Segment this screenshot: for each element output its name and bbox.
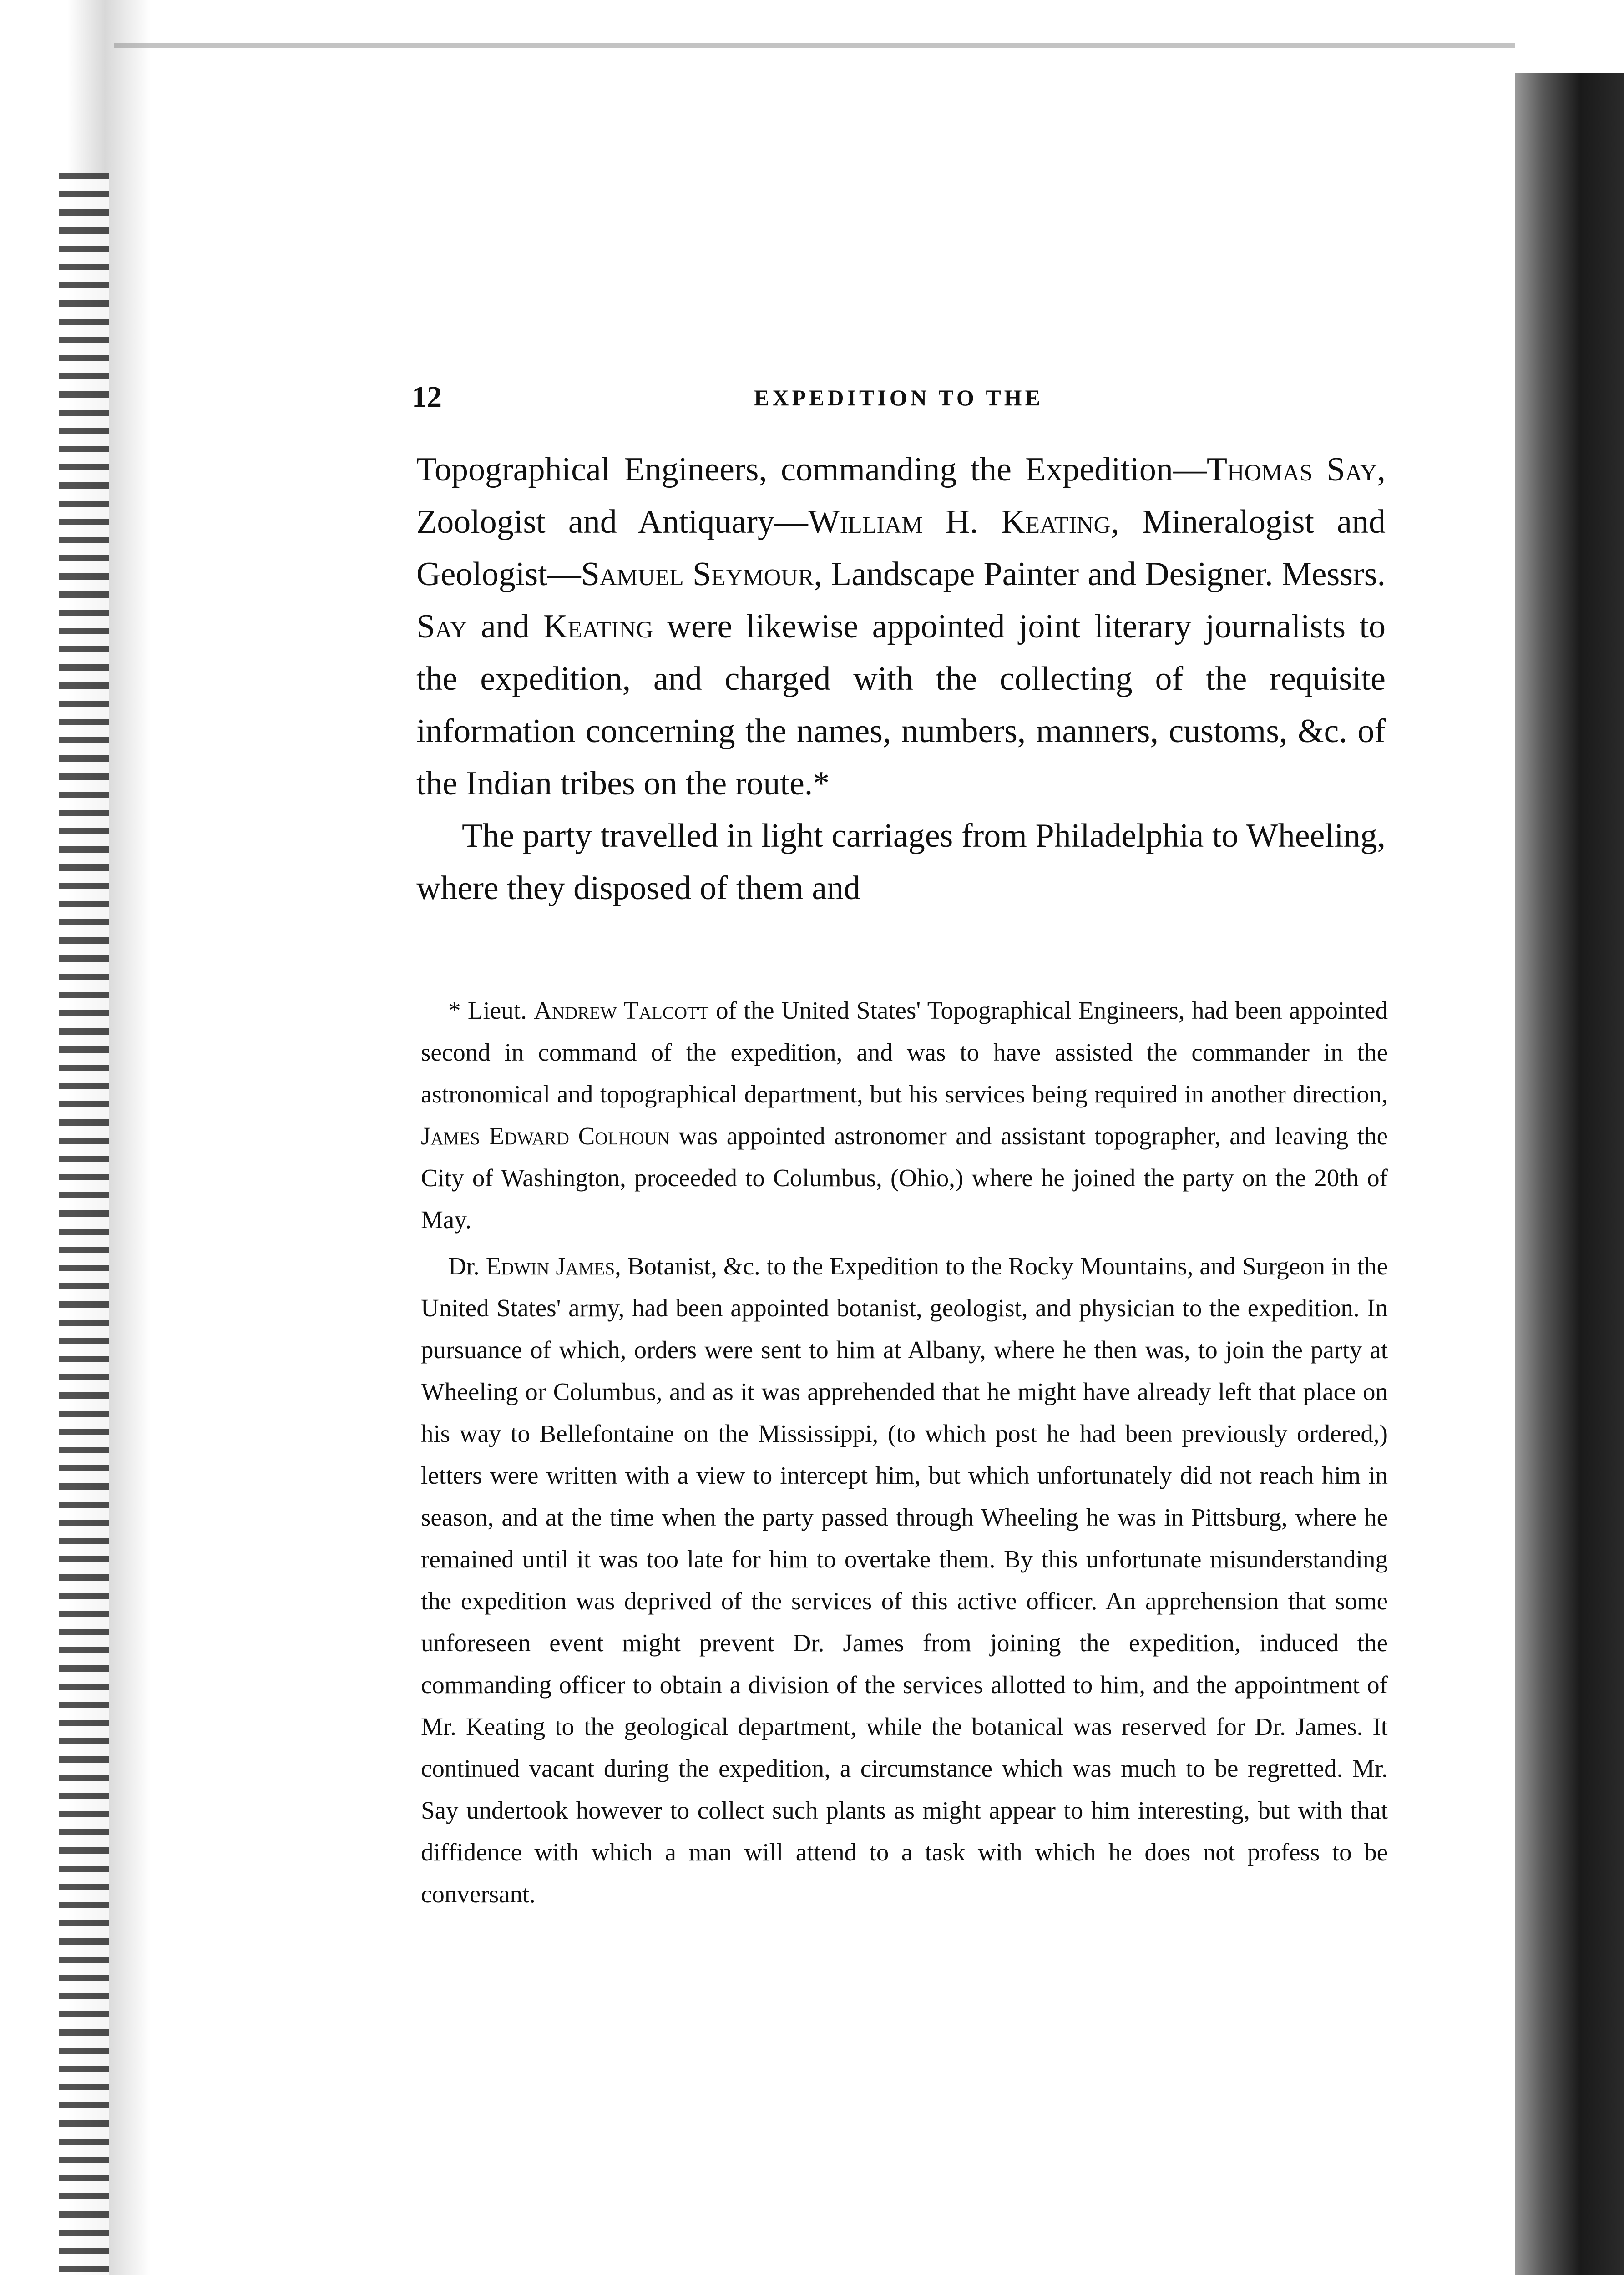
page-header <box>412 380 1386 421</box>
page-top-edge <box>114 43 1515 48</box>
text-run: was appointed astronomer and assistant topographer, and leaving the City of Washington, proceeded to Columbus, (Ohio,) where he joined the party on the 20th of May. <box>421 1122 1388 1234</box>
text-run: , Landscape Painter and Designer. Messrs. <box>814 556 1386 593</box>
right-page-edge-shadow <box>1515 73 1624 2275</box>
text-run: were likewise appointed joint literary journalists to the expedition, and charged with the collecting of the requisite information concerning the names, numbers, manners, customs, &c. of the Indian tribes on the route.* <box>416 608 1386 802</box>
main-paragraph-1 <box>416 444 1386 810</box>
footnotes <box>421 990 1388 1915</box>
left-binding-marks <box>59 173 109 2275</box>
running-head: EXPEDITION TO THE <box>754 385 1043 410</box>
text-run: of the United States' Topographical Engineers, had been appointed second in command of the expedition, and was to have assisted the commander in the astronomical and topographical department, but his services being required in another direction, <box>421 996 1388 1108</box>
person-name: William H. Keating <box>808 503 1111 541</box>
person-name: Say <box>416 608 467 645</box>
text-run: and <box>467 608 544 645</box>
person-name: Andrew Talcott <box>534 996 709 1024</box>
text-run: , Mineralogist and Geologist— <box>416 503 1386 593</box>
page-number: 12 <box>412 380 442 414</box>
person-name: Thomas Say <box>1206 451 1377 488</box>
footnote-2 <box>421 1245 1388 1915</box>
text-run: , Botanist, &c. to the Expedition to the Rocky Mountains, and Surgeon in the United States' army, had been appointed botanist, geologist, and physician to the expedition. In pursuance of which, orders were sent to him at Albany, where he then was, to join the party at Wheeling or Columbus, and as it was apprehended that he might have already left that place on his way to Bellefontaine on the Mississippi, (to which post he had been previously ordered,) letters were written with a view to intercept him, but which unfortunately did not reach him in season, and at the time when the party passed through Wheeling he was in Pittsburg, where he remained until it was too late for him to overtake them. By this unfortunate misunderstanding the expedition was deprived of the services of this active officer. An apprehension that some unforeseen event might prevent Dr. James from joining the expedition, induced the commanding officer to obtain a division of the services allotted to him, and the appointment of Mr. Keating to the geological department, while the botanical was reserved for Dr. James. It continued vacant during the expedition, a circumstance which was much to be regretted. Mr. Say undertook however to collect such plants as might appear to him interesting, but with that diffidence with which a man will attend to a task with which he does not profess to be conversant. <box>421 1252 1388 1908</box>
text-run: , Zoologist and Antiquary— <box>416 451 1386 541</box>
person-name: James Edward Colhoun <box>421 1122 670 1150</box>
text-run: Dr. <box>448 1252 486 1280</box>
main-paragraph-2: The party travelled in light carriages from Philadelphia to Wheeling, where they disposed of them and <box>416 817 1386 907</box>
main-text <box>416 444 1386 915</box>
person-name: Keating <box>543 608 653 645</box>
footnote-1 <box>421 990 1388 1241</box>
text-run: * Lieut. <box>448 996 534 1024</box>
person-name: Samuel Seymour <box>581 556 814 593</box>
text-run: Topographical Engineers, commanding the Expedition— <box>416 451 1207 488</box>
person-name: Edwin James <box>486 1252 615 1280</box>
